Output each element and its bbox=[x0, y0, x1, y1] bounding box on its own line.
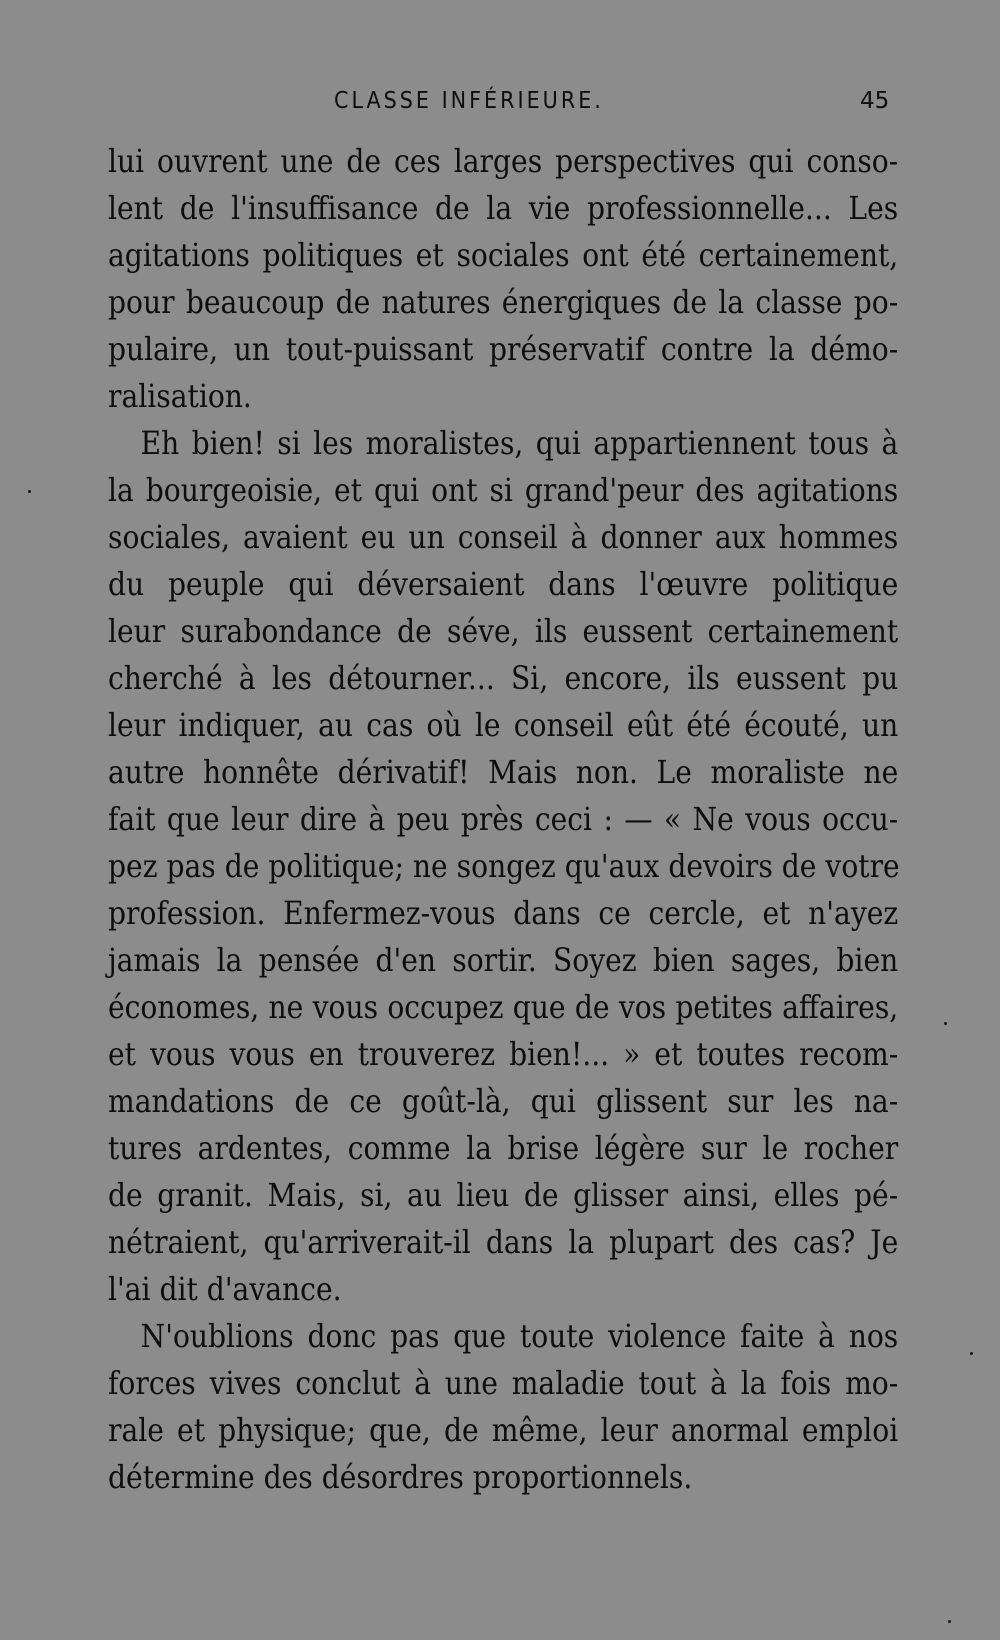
text-line: fait que leur dire à peu près ceci : — « Ne vous occu- bbox=[108, 800, 899, 838]
scan-speck bbox=[948, 1620, 951, 1623]
text-line: ralisation. bbox=[108, 377, 252, 415]
paragraph-start-line: Eh bien! si les moralistes, qui appartiennent tous à bbox=[140, 424, 899, 462]
text-line: du peuple qui déversaient dans l'œuvre politique bbox=[108, 565, 899, 603]
text-line: la bourgeoisie, et qui ont si grand'peur des agitations bbox=[108, 471, 899, 509]
text-line: de granit. Mais, si, au lieu de glisser ainsi, elles pé- bbox=[108, 1176, 899, 1214]
scan-speck bbox=[970, 1352, 973, 1355]
text-line: lui ouvrent une de ces larges perspectives qui conso- bbox=[108, 142, 899, 180]
text-line: détermine des désordres proportionnels. bbox=[108, 1458, 693, 1496]
text-line: tures ardentes, comme la brise légère sur le rocher bbox=[108, 1129, 899, 1167]
text-line: pulaire, un tout-puissant préservatif contre la démo- bbox=[108, 330, 899, 368]
text-line: mandations de ce goût-là, qui glissent sur les na- bbox=[108, 1082, 899, 1120]
text-line: et vous vous en trouverez bien!... » et toutes recom- bbox=[108, 1035, 899, 1073]
text-line: profession. Enfermez-vous dans ce cercle, et n'ayez bbox=[108, 894, 899, 932]
text-line: sociales, avaient eu un conseil à donner aux hommes bbox=[108, 518, 899, 556]
text-line: forces vives conclut à une maladie tout à la fois mo- bbox=[108, 1364, 899, 1402]
text-line: leur surabondance de séve, ils eussent certainement bbox=[108, 612, 899, 650]
text-line: l'ai dit d'avance. bbox=[108, 1270, 342, 1308]
scan-speck bbox=[944, 1022, 947, 1025]
text-line: lent de l'insuffisance de la vie professionnelle... Les bbox=[108, 189, 899, 227]
text-line: rale et physique; que, de même, leur anormal emploi bbox=[108, 1411, 899, 1449]
page-number: 45 bbox=[860, 88, 890, 114]
text-line: pour beaucoup de natures énergiques de la classe po- bbox=[108, 283, 899, 321]
running-title: CLASSE INFÉRIEURE. bbox=[334, 88, 604, 114]
paragraph-start-line: N'oublions donc pas que toute violence faite à nos bbox=[140, 1317, 899, 1355]
body-text bbox=[108, 138, 898, 1501]
text-line: pez pas de politique; ne songez qu'aux devoirs de votre bbox=[108, 847, 900, 885]
text-line: économes, ne vous occupez que de vos petites affaires, bbox=[108, 988, 899, 1026]
scan-speck bbox=[28, 490, 31, 493]
text-line: agitations politiques et sociales ont été certainement, bbox=[108, 236, 899, 274]
text-line: cherché à les détourner... Si, encore, ils eussent pu bbox=[108, 659, 899, 697]
text-line: nétraient, qu'arriverait-il dans la plupart des cas? Je bbox=[108, 1223, 899, 1261]
text-line: autre honnête dérivatif! Mais non. Le moraliste ne bbox=[108, 753, 899, 791]
text-line: leur indiquer, au cas où le conseil eût été écouté, un bbox=[108, 706, 899, 744]
text-line: jamais la pensée d'en sortir. Soyez bien sages, bien bbox=[108, 941, 899, 979]
